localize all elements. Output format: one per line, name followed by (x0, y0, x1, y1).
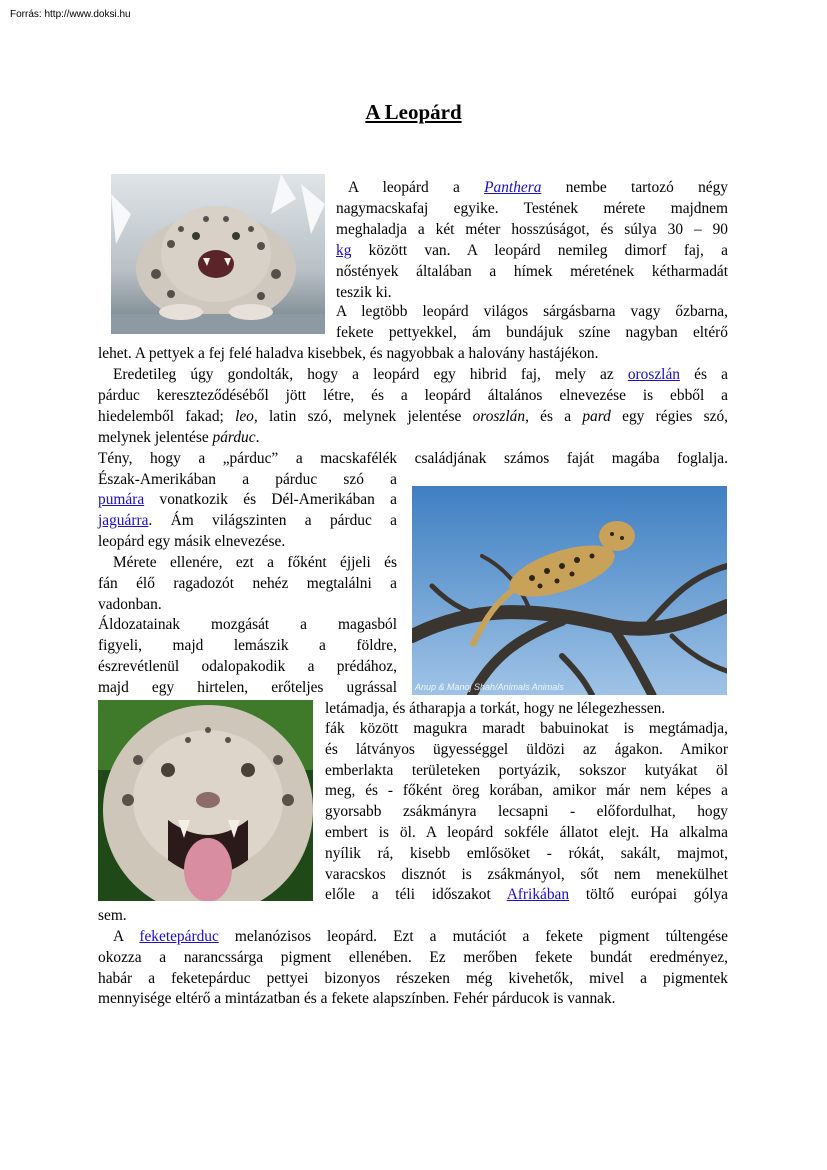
text-line-15: Észak-Amerikában a párduc szó a (98, 471, 397, 488)
text-line-21: vadonban. (98, 596, 162, 613)
link-feketeparduc[interactable]: feketepárduc (139, 928, 219, 945)
text-line-14: Tény, hogy a „párduc” a macskafélék családjának számos faját magába foglalja. (98, 450, 728, 467)
text-line-32: embert is öl. A leopárd sokféle állatot elejt. Ha alkalma (325, 824, 728, 841)
text-line-27: fák között magukra maradt babuinokat is megtámadja, (325, 720, 728, 737)
text-line-19: Mérete ellenére, ezt a főként éjjeli és (113, 554, 397, 571)
text-line-11: párduc kereszteződéséből jött létre, és a leopárd általános elnevezése is ebből a (98, 387, 728, 404)
text-line-28: és látványos ügyességgel üldözi az ágakon. Amikor (325, 741, 728, 758)
text-line-31: gyorsabb zsákmányra lecsapni - előfordulhat, hogy (325, 803, 728, 820)
text-line-24: észrevétlenül odalopakodik a prédához, (98, 658, 397, 675)
text-line-40: mennyisége eltérő a mintázatban és a fekete alapszínben. Fehér párducok is vannak. (98, 990, 616, 1007)
text-line-8: fekete pettyekkel, ám bundájuk színe nagyban eltérő (336, 324, 728, 341)
photo-credit: Anup & Manoj Shah/Animals Animals (415, 682, 564, 692)
link-afrikaban[interactable]: Afrikában (506, 886, 570, 903)
text-line-1: A leopárd a Panthera nembe tartozó négy (348, 179, 728, 196)
text-line-7: A legtöbb leopárd világos sárgásbarna vagy őzbarna, (336, 303, 728, 320)
text-line-29: emberlakta területeken portyázik, sokszor kutyákat öl (325, 762, 728, 779)
text-line-26: letámadja, és átharapja a torkát, hogy ne lélegezhessen. (325, 700, 666, 717)
text-line-22: Áldozatainak mozgását a magasból (98, 616, 397, 633)
text-line-37: A feketepárduc melanózisos leopárd. Ezt a mutációt a fekete pigment túltengése (113, 928, 728, 945)
page-title: A Leopárd (365, 100, 462, 124)
text-line-12: hiedelemből fakad; leo, latin szó, melynek jelentése oroszlán, és a pard egy régies szó, (98, 408, 728, 425)
link-panthera[interactable]: Panthera (484, 179, 542, 196)
text-line-18: leopárd egy másik elnevezése. (98, 533, 286, 550)
source-label: Forrás: http://www.doksi.hu (10, 9, 131, 20)
link-jaguarra[interactable]: jaguárra (98, 512, 149, 529)
text-line-33: nyílik rá, kisebb emlősöket - rókát, sakált, majmot, (325, 845, 728, 862)
text-line-10: Eredetileg úgy gondolták, hogy a leopárd egy hibrid faj, mely az oroszlán és a (113, 366, 728, 383)
text-line-6: teszik ki. (336, 284, 392, 301)
link-kg[interactable]: kg (336, 242, 352, 259)
link-oroszlan[interactable]: oroszlán (627, 366, 680, 383)
snow-leopard-snarling-image (111, 174, 325, 334)
text-line-20: fán élő ragadozót nehéz megtalálni a (98, 575, 397, 592)
snow-leopard-tongue-image (98, 700, 313, 901)
text-line-35: előle a téli időszakot Afrikában töltő európai gólya (325, 886, 728, 903)
text-line-17: jaguárra. Ám világszinten a párduc a (98, 512, 397, 529)
text-line-5: nőstények általában a hímek méretének kétharmadát (336, 263, 728, 280)
text-line-9: lehet. A pettyek a fej felé haladva kisebbek, és nagyobbak a halovány hastájékon. (98, 345, 599, 362)
text-line-13: melynek jelentése párduc. (98, 429, 260, 446)
link-pumara[interactable]: pumára (98, 491, 145, 508)
text-line-34: varacskos disznót is zsákmányol, sőt nem menekülhet (325, 866, 728, 883)
text-line-3: meghaladja a két méter hosszúságot, és súlya 30 – 90 (336, 221, 728, 238)
text-line-4: kg között van. A leopárd nemileg dimorf faj, a (336, 242, 728, 259)
text-line-2: nagymacskafaj egyike. Testének mérete majdnem (336, 200, 728, 217)
leopard-in-tree-image (412, 486, 727, 695)
text-line-36: sem. (98, 907, 127, 924)
text-line-23: figyeli, majd lemászik a földre, (98, 637, 397, 654)
text-line-38: okozza a narancssárga pigment ellenében. Ez merőben fekete bundát eredményez, (98, 949, 728, 966)
text-line-30: meg, és - főként öreg korában, amikor már nem képes a (325, 782, 728, 799)
text-line-39: habár a feketepárduc pettyei bizonyos részeken még kivehetők, mivel a pigmentek (98, 970, 728, 987)
text-line-25: majd egy hirtelen, erőteljes ugrással (98, 679, 397, 696)
text-line-16: pumára vonatkozik és Dél-Amerikában a (98, 491, 397, 508)
